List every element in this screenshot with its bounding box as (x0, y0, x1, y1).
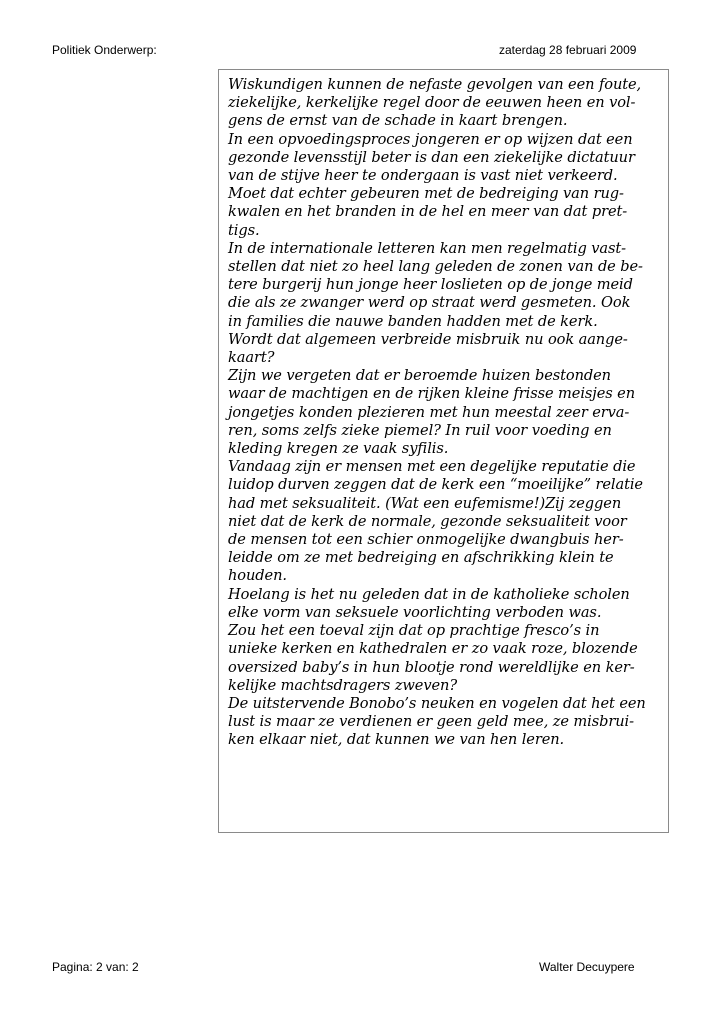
body-line: kleding kregen ze vaak syfilis. (228, 440, 449, 458)
body-line: gezonde levensstijl beter is dan een ziekelijke dictatuur (228, 148, 635, 166)
body-line: ken elkaar niet, dat kunnen we van hen leren. (228, 731, 565, 749)
body-line: leidde om ze met bedreiging en afschrikking klein te (228, 549, 614, 567)
body-line: van de stijve heer te ondergaan is vast niet verkeerd. (228, 167, 618, 185)
header-subject-label: Politiek Onderwerp: (52, 43, 157, 57)
body-line: oversized baby’s in hun blootje rond wereldlijke en ker- (228, 658, 635, 676)
body-line: Hoelang is het nu geleden dat in de katholieke scholen (228, 585, 630, 603)
body-line: Zou het een toeval zijn dat op prachtige fresco’s in (228, 622, 600, 640)
body-line: had met seksualiteit. (Wat een eufemisme!)Zij zeggen (228, 494, 622, 512)
body-line: ren, soms zelfs zieke piemel? In ruil voor voeding en (228, 421, 612, 439)
footer-page-number: Pagina: 2 van: 2 (52, 960, 139, 974)
body-line: In een opvoedingsproces jongeren er op wijzen dat een (228, 130, 633, 148)
body-line: lust is maar ze verdienen er geen geld mee, ze misbrui- (228, 713, 634, 731)
body-line: Vandaag zijn er mensen met een degelijke reputatie die (228, 458, 636, 476)
footer-author: Walter Decuypere (539, 960, 635, 974)
header-date: zaterdag 28 februari 2009 (499, 43, 637, 57)
body-line: de mensen tot een schier onmogelijke dwangbuis her- (228, 531, 624, 549)
body-line: unieke kerken en kathedralen er zo vaak roze, blozende (228, 640, 638, 658)
body-line: Zijn we vergeten dat er beroemde huizen bestonden (228, 367, 611, 385)
body-line: die als ze zwanger werd op straat werd gesmeten. Ook (228, 294, 631, 312)
body-line: waar de machtigen en de rijken kleine frisse meisjes en (228, 385, 636, 403)
body-line: tigs. (228, 221, 260, 239)
body-line: gens de ernst van de schade in kaart brengen. (228, 112, 568, 130)
body-line: jongetjes konden plezieren met hun meestal zeer erva- (228, 403, 630, 421)
body-line: kwalen en het branden in de hel en meer van dat pret- (228, 203, 628, 221)
body-line: Moet dat echter gebeuren met de bedreiging van rug- (228, 185, 624, 203)
body-line: elke vorm van seksuele voorlichting verboden was. (228, 603, 602, 621)
body-line: niet dat de kerk de normale, gezonde seksualiteit voor (228, 512, 627, 530)
body-line: ziekelijke, kerkelijke regel door de eeuwen heen en vol- (228, 94, 636, 112)
body-line: De uitstervende Bonobo’s neuken en vogelen dat het een (228, 694, 646, 712)
body-line: in families die nauwe banden hadden met de kerk. (228, 312, 598, 330)
body-line: Wordt dat algemeen verbreide misbruik nu ook aange- (228, 330, 628, 348)
body-line: kaart? (228, 349, 275, 367)
body-line: In de internationale letteren kan men regelmatig vast- (228, 239, 626, 257)
body-line: kelijke machtsdragers zweven? (228, 676, 458, 694)
body-line: tere burgerij hun jonge heer loslieten op de jonge meid (228, 276, 633, 294)
body-line: luidop durven zeggen dat de kerk een “moeilijke” relatie (228, 476, 643, 494)
body-line: stellen dat niet zo heel lang geleden de zonen van de be- (228, 258, 643, 276)
body-line: houden. (228, 567, 287, 585)
body-line: Wiskundigen kunnen de nefaste gevolgen van een foute, (228, 76, 642, 93)
article-text-box (218, 69, 669, 833)
